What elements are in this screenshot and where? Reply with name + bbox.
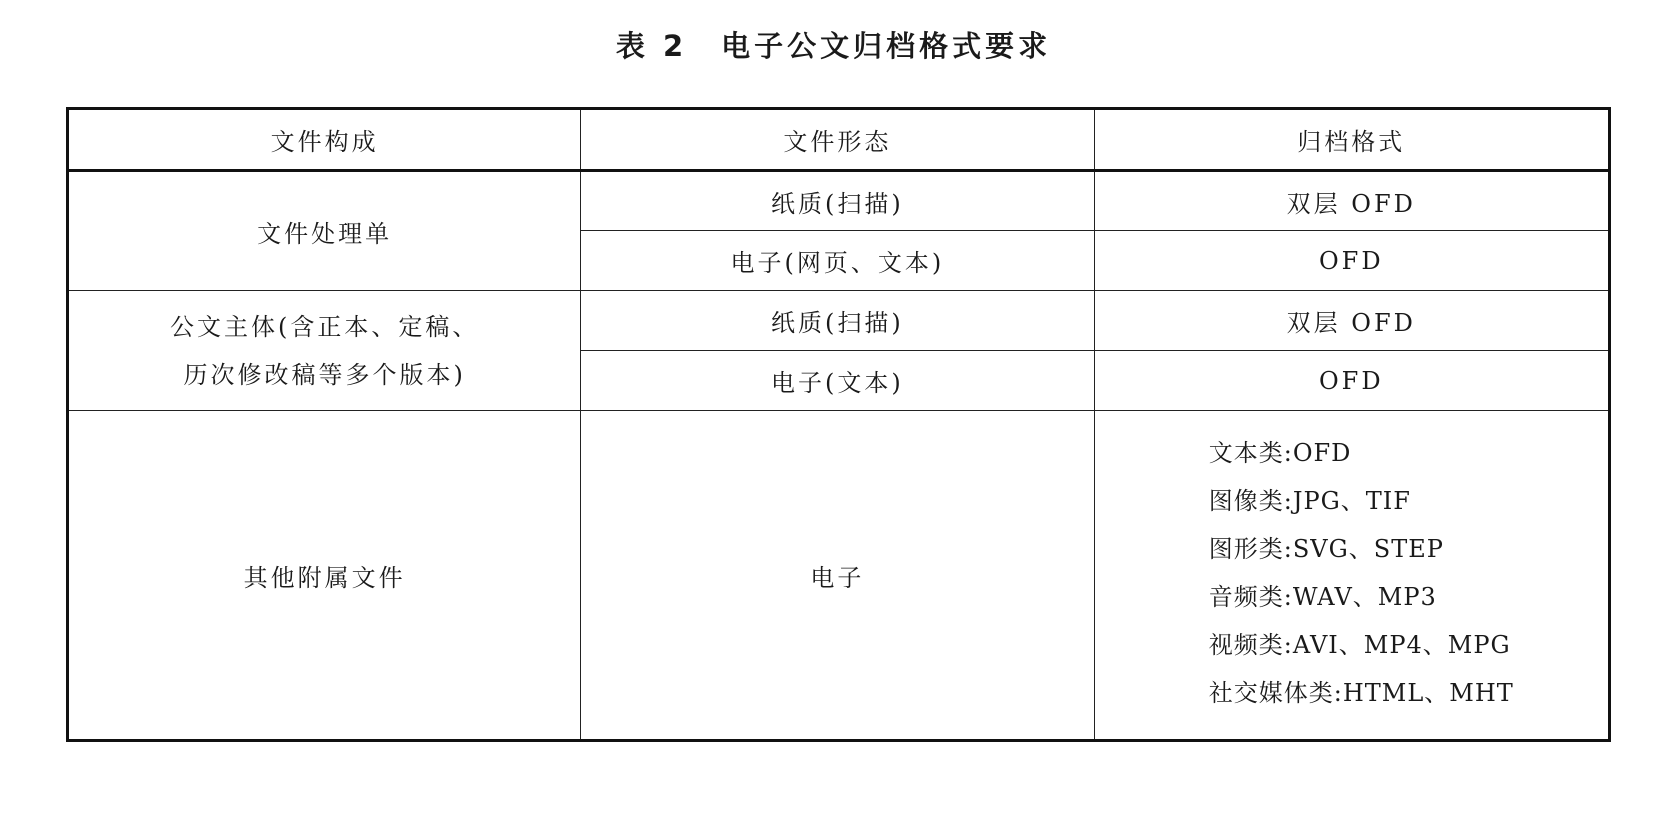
table-row bbox=[68, 171, 1610, 231]
cell-format: OFD bbox=[1094, 351, 1609, 411]
table-caption bbox=[0, 26, 1667, 66]
list-item: 图像类:JPG、TIF bbox=[1208, 487, 1411, 515]
table-title: 电子公文归档格式要求 bbox=[721, 29, 1052, 63]
table-row bbox=[68, 291, 1610, 351]
list-item: 文本类:OFD bbox=[1208, 439, 1352, 467]
list-item: 图形类:SVG、STEP bbox=[1208, 535, 1444, 563]
table-number: 表 2 bbox=[615, 29, 688, 63]
cell-form: 电子(网页、文本) bbox=[581, 231, 1094, 291]
cell-format: OFD bbox=[1094, 231, 1609, 291]
header-composition: 文件构成 bbox=[68, 109, 581, 171]
cell-form: 电子 bbox=[581, 411, 1094, 741]
list-item: 视频类:AVI、MP4、MPG bbox=[1208, 631, 1511, 659]
cell-form: 电子(文本) bbox=[581, 351, 1094, 411]
cell-form: 纸质(扫描) bbox=[581, 291, 1094, 351]
cell-composition-processing-sheet: 文件处理单 bbox=[68, 171, 581, 291]
header-format: 归档格式 bbox=[1094, 109, 1609, 171]
composition-main-body-text bbox=[170, 303, 479, 399]
table-header-row bbox=[68, 109, 1610, 171]
cell-composition-attachments: 其他附属文件 bbox=[68, 411, 581, 741]
cell-format: 双层 OFD bbox=[1094, 291, 1609, 351]
header-form: 文件形态 bbox=[581, 109, 1094, 171]
format-list bbox=[1209, 429, 1514, 717]
cell-format-list bbox=[1094, 411, 1609, 741]
table-row bbox=[68, 411, 1610, 741]
cell-format: 双层 OFD bbox=[1094, 171, 1609, 231]
archive-format-table bbox=[66, 107, 1611, 742]
composition-line: 公文主体(含正本、定稿、 bbox=[169, 312, 480, 341]
list-item: 音频类:WAV、MP3 bbox=[1208, 583, 1437, 611]
cell-form: 纸质(扫描) bbox=[581, 171, 1094, 231]
list-item: 社交媒体类:HTML、MHT bbox=[1208, 679, 1514, 707]
composition-line: 历次修改稿等多个版本) bbox=[183, 360, 466, 389]
cell-composition-main-body bbox=[68, 291, 581, 411]
